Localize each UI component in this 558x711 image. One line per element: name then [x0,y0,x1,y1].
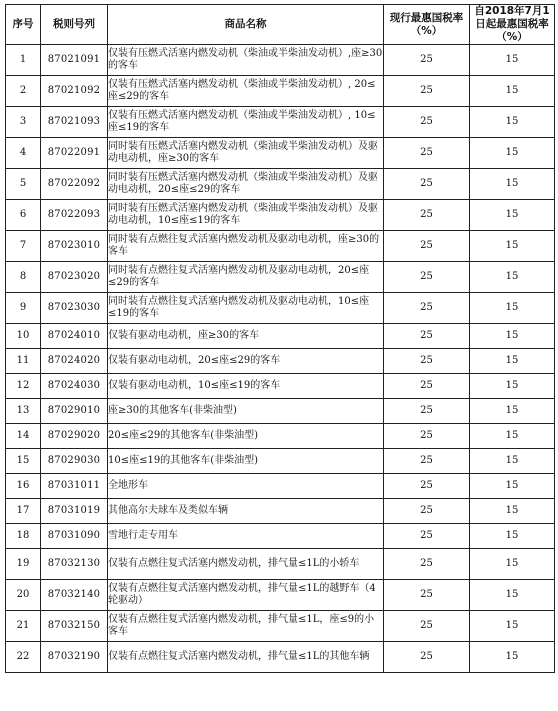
cell-new-rate: 15 [470,107,555,138]
cell-current-rate: 25 [384,449,470,474]
table-row [6,449,555,474]
cell-current-rate: 25 [384,293,470,324]
cell-current-rate: 25 [384,642,470,673]
cell-new-rate: 15 [470,642,555,673]
cell-name: 仅装有点燃往复式活塞内燃发动机，排气量≤1L的越野车（4轮驱动） [108,580,384,611]
cell-seq: 4 [6,138,41,169]
cell-name: 仅装有点燃往复式活塞内燃发动机，排气量≤1L的其他车辆 [108,642,384,673]
table-row [6,374,555,399]
table-row [6,231,555,262]
cell-new-rate: 15 [470,169,555,200]
cell-seq: 13 [6,399,41,424]
cell-code: 87029030 [41,449,108,474]
cell-name: 同时装有点燃往复式活塞内燃发动机及驱动电动机，座≥30的客车 [108,231,384,262]
cell-code: 87032150 [41,611,108,642]
table-row [6,474,555,499]
cell-new-rate: 15 [470,324,555,349]
cell-new-rate: 15 [470,474,555,499]
cell-seq: 2 [6,76,41,107]
cell-seq: 9 [6,293,41,324]
cell-new-rate: 15 [470,399,555,424]
table-row [6,611,555,642]
cell-code: 87024010 [41,324,108,349]
cell-seq: 6 [6,200,41,231]
table-body [6,45,555,673]
cell-name: 仅装有驱动电动机，座≥30的客车 [108,324,384,349]
cell-new-rate: 15 [470,45,555,76]
cell-name: 同时装有点燃往复式活塞内燃发动机及驱动电动机，10≤座≤19的客车 [108,293,384,324]
cell-code: 87023020 [41,262,108,293]
table-row [6,549,555,580]
cell-current-rate: 25 [384,611,470,642]
table-row [6,200,555,231]
table-row [6,45,555,76]
cell-seq: 11 [6,349,41,374]
cell-name: 仅装有驱动电动机，20≤座≤29的客车 [108,349,384,374]
cell-new-rate: 15 [470,424,555,449]
cell-name: 座≥30的其他客车(非柴油型) [108,399,384,424]
cell-new-rate: 15 [470,524,555,549]
table-row [6,349,555,374]
cell-name: 同时装有压燃式活塞内燃发动机（柴油或半柴油发动机）及驱动电动机，10≤座≤19的客车 [108,200,384,231]
header-new-rate: 自2018年7月1日起最惠国税率（%） [470,5,555,45]
header-row [6,5,555,45]
cell-name: 20≤座≤29的其他客车(非柴油型) [108,424,384,449]
header-code: 税则号列 [41,5,108,45]
cell-new-rate: 15 [470,262,555,293]
cell-new-rate: 15 [470,231,555,262]
cell-code: 87032130 [41,549,108,580]
cell-code: 87029010 [41,399,108,424]
cell-new-rate: 15 [470,499,555,524]
table-row [6,169,555,200]
cell-seq: 21 [6,611,41,642]
cell-code: 87022093 [41,200,108,231]
cell-current-rate: 25 [384,324,470,349]
cell-seq: 12 [6,374,41,399]
cell-name: 其他高尔夫球车及类似车辆 [108,499,384,524]
table-row [6,399,555,424]
cell-seq: 3 [6,107,41,138]
cell-current-rate: 25 [384,499,470,524]
cell-current-rate: 25 [384,169,470,200]
cell-code: 87024020 [41,349,108,374]
cell-new-rate: 15 [470,580,555,611]
table-row [6,76,555,107]
table-row [6,642,555,673]
table-row [6,293,555,324]
cell-name: 雪地行走专用车 [108,524,384,549]
cell-current-rate: 25 [384,349,470,374]
cell-new-rate: 15 [470,449,555,474]
cell-seq: 10 [6,324,41,349]
header-seq: 序号 [6,5,41,45]
cell-code: 87031090 [41,524,108,549]
cell-seq: 19 [6,549,41,580]
table-row [6,107,555,138]
cell-current-rate: 25 [384,231,470,262]
cell-seq: 1 [6,45,41,76]
table-row [6,138,555,169]
cell-current-rate: 25 [384,580,470,611]
table-row [6,262,555,293]
table-header [6,5,555,45]
cell-code: 87029020 [41,424,108,449]
cell-seq: 5 [6,169,41,200]
cell-seq: 18 [6,524,41,549]
table-row [6,324,555,349]
cell-new-rate: 15 [470,138,555,169]
cell-current-rate: 25 [384,45,470,76]
table-row [6,499,555,524]
cell-code: 87021092 [41,76,108,107]
table-row [6,524,555,549]
cell-new-rate: 15 [470,349,555,374]
cell-code: 87031019 [41,499,108,524]
cell-new-rate: 15 [470,374,555,399]
cell-new-rate: 15 [470,76,555,107]
cell-current-rate: 25 [384,474,470,499]
cell-seq: 15 [6,449,41,474]
cell-seq: 16 [6,474,41,499]
cell-current-rate: 25 [384,399,470,424]
cell-current-rate: 25 [384,76,470,107]
cell-current-rate: 25 [384,524,470,549]
cell-current-rate: 25 [384,200,470,231]
header-name: 商品名称 [108,5,384,45]
cell-new-rate: 15 [470,200,555,231]
cell-name: 仅装有驱动电动机，10≤座≤19的客车 [108,374,384,399]
cell-new-rate: 15 [470,549,555,580]
cell-seq: 8 [6,262,41,293]
table-row [6,424,555,449]
cell-code: 87032140 [41,580,108,611]
table-row [6,580,555,611]
cell-code: 87024030 [41,374,108,399]
cell-name: 10≤座≤19的其他客车(非柴油型) [108,449,384,474]
cell-name: 同时装有点燃往复式活塞内燃发动机及驱动电动机，20≤座≤29的客车 [108,262,384,293]
cell-code: 87023030 [41,293,108,324]
cell-current-rate: 25 [384,549,470,580]
cell-name: 仅装有压燃式活塞内燃发动机（柴油或半柴油发动机）,座≥30的客车 [108,45,384,76]
tariff-table [5,4,555,673]
cell-code: 87022092 [41,169,108,200]
cell-code: 87022091 [41,138,108,169]
cell-name: 全地形车 [108,474,384,499]
cell-current-rate: 25 [384,107,470,138]
cell-code: 87021093 [41,107,108,138]
cell-new-rate: 15 [470,611,555,642]
cell-seq: 20 [6,580,41,611]
cell-seq: 7 [6,231,41,262]
cell-new-rate: 15 [470,293,555,324]
cell-current-rate: 25 [384,374,470,399]
cell-name: 仅装有压燃式活塞内燃发动机（柴油或半柴油发动机）, 10≤座≤19的客车 [108,107,384,138]
cell-seq: 14 [6,424,41,449]
cell-seq: 22 [6,642,41,673]
cell-current-rate: 25 [384,424,470,449]
cell-name: 仅装有点燃往复式活塞内燃发动机，排气量≤1L的小轿车 [108,549,384,580]
cell-code: 87031011 [41,474,108,499]
cell-seq: 17 [6,499,41,524]
cell-name: 同时装有压燃式活塞内燃发动机（柴油或半柴油发动机）及驱动电动机，座≥30的客车 [108,138,384,169]
header-current-rate: 现行最惠国税率（%） [384,5,470,45]
cell-current-rate: 25 [384,138,470,169]
cell-name: 仅装有点燃往复式活塞内燃发动机，排气量≤1L，座≤9的小客车 [108,611,384,642]
cell-name: 仅装有压燃式活塞内燃发动机（柴油或半柴油发动机）, 20≤座≤29的客车 [108,76,384,107]
cell-current-rate: 25 [384,262,470,293]
cell-code: 87021091 [41,45,108,76]
cell-code: 87032190 [41,642,108,673]
cell-code: 87023010 [41,231,108,262]
cell-name: 同时装有压燃式活塞内燃发动机（柴油或半柴油发动机）及驱动电动机，20≤座≤29的客车 [108,169,384,200]
